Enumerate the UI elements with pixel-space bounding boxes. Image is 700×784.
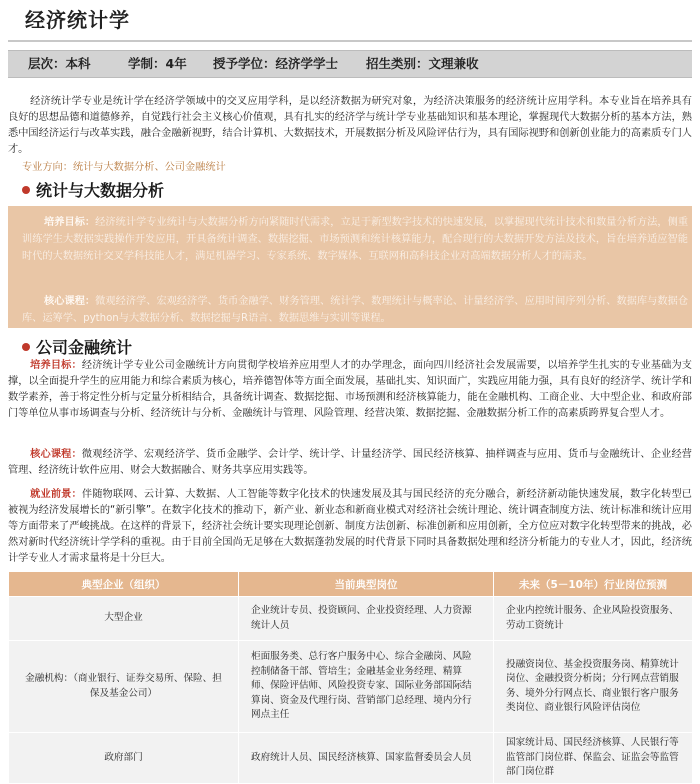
directions-label: 专业方向： — [22, 162, 73, 173]
section2-goal-text: 经济统计学专业公司金融统计方向贯彻学校培养应用型人才的办学理念，面向四川经济社会发展需要，以培养学生扎实的专业基础为支撑，以全面提升学生的应用能力和综合素质为核心，培养德智体等方面全面发展，基础扎实、知识面广，实践应用能力强，具有良好的经济学、统计学和数学素养，善于将定性分析与定量分析相结合，具备统计调查、数据挖掘、市场预测和经济核算能力，能在金融机构、工商企业、大中型企业、和政府部门等单位从事市场调查与分析、经济统计与分析、金融统计与管理、风险管理、经营决策、数据挖掘、金融数据分析工作的高素质跨界复合型人才。 — [8, 360, 692, 419]
section-heading-corporate-finance — [22, 335, 132, 358]
direction-item: 公司金融统计 — [164, 162, 226, 173]
section-heading-text: 统计与大数据分析 — [36, 181, 165, 200]
title-divider — [8, 40, 692, 42]
section2-prospect — [8, 487, 692, 567]
section2-goal-label: 培养目标： — [30, 360, 82, 371]
bullet-dot-icon — [22, 186, 30, 194]
info-bar — [8, 50, 692, 78]
table-header-future: 未来（5－10年）行业岗位预测 — [494, 572, 693, 597]
info-degree: 授予学位：经济学学士 — [213, 56, 339, 71]
section2-courses-text: 微观经济学、宏观经济学、货币金融学、会计学、统计学、计量经济学、国民经济核算、抽样调查与应用、货币与金融统计、企业经营管理、经济统计软件应用、财会大数据融合、财务共享应用实践等。 — [8, 449, 692, 476]
intro-paragraph — [8, 94, 692, 158]
page-title: 经济统计学 — [25, 8, 130, 32]
table-cell-future: 企业内控统计服务、企业风险投资服务、劳动工资统计 — [494, 597, 693, 641]
directions-line — [22, 158, 226, 173]
section2-prospect-text: 伴随物联网、云计算、大数据、人工智能等数字化技术的快速发展及其与国民经济的充分融合，新经济新动能快速发展，数字化转型已被视为经济发展增长的“新引擎”。在数字化技术的推动下，新产业、新业态和新商业模式对经济社会统计理论、统计调查制度方法、统计标准和统计应用等方面带来了严峻挑战。在这样的背景下，经济社会统计要实现理论创新、制度方法创新、标准创新和应用创新，全方位应对数字化转型带来的挑战，必然对新时代经济统计学学科的重视。由于目前全国尚无足够在大数据蓬勃发展的时代背景下同时具备数据处理和经济分析能力的专业人才，因此，经济统计学专业人才需求量将是十分巨大。 — [8, 489, 692, 564]
section1-goal — [22, 214, 688, 265]
table-header-row — [9, 572, 693, 597]
table-header-current: 当前典型岗位 — [239, 572, 494, 597]
section2-courses — [8, 447, 692, 479]
table-cell-current: 企业统计专员、投资顾问、企业投资经理、人力资源统计人员 — [239, 597, 494, 641]
table-header-org: 典型企业（组织） — [9, 572, 239, 597]
section1-courses-label: 核心课程： — [44, 296, 96, 307]
table-cell-future: 投融资岗位、基金投资服务岗、精算统计岗位、金融投资分析岗；分行网点营销服务、境外分行网点长、商业银行客户服务类岗位、商业银行风险评估岗位 — [494, 641, 693, 733]
section1-goal-label: 培养目标： — [44, 217, 96, 228]
table-row — [9, 597, 693, 641]
info-level: 层次：本科 — [28, 56, 91, 71]
bullet-dot-icon — [22, 343, 30, 351]
table-cell-org: 大型企业 — [9, 597, 239, 641]
table-cell-org: 政府部门 — [9, 733, 239, 784]
section1-courses — [22, 293, 688, 327]
section2-prospect-label: 就业前景： — [30, 489, 82, 500]
section1-highlight-band — [8, 206, 692, 328]
table-row — [9, 733, 693, 784]
table-cell-future: 国家统计局、国民经济核算、人民银行等监管部门岗位群、保监会、证监会等监管部门岗位群 — [494, 733, 693, 784]
section1-goal-text: 经济统计学专业统计与大数据分析方向紧随时代需求，立足于新型数字技术的快速发展，以掌握现代统计技术和数量分析方法，侧重训练学生大数据实践操作开发应用，开具备统计调查、数据挖掘、市场预测和统计核算能力，配合现行的大数据开发方法及技术，旨在培养适应智能时代的大数据统计交叉学科技能人才，满足机器学习、专家系统、数字媒体、互联网和高科技企业对高端数据分析人才的需求。 — [22, 217, 689, 262]
direction-item: 统计与大数据分析 — [72, 162, 155, 173]
section2-courses-label: 核心课程： — [30, 449, 82, 460]
table-row — [9, 641, 693, 733]
intro-text: 经济统计学专业是统计学在经济学领域中的交叉应用学科，是以经济数据为研究对象，为经济决策服务的经济统计应用学科。本专业旨在培养具有良好的思想品德和道德修养，自觉践行社会主义核心价值观，具有扎实的经济学与统计学专业基础知识和基本理论，掌握现代大数据分析的基本方法，熟悉中国经济运行与改革实践，融合金融新视野，结合计算机、大数据技术，开展数据分析及风险评估行为，具有国际视野和创新创业能力的高素质专门人才。 — [8, 96, 692, 155]
table-cell-org: 金融机构：（商业银行、证券交易所、保险、担保及基金公司） — [9, 641, 239, 733]
info-category: 招生类别：文理兼收 — [366, 56, 479, 71]
section-heading-text: 公司金融统计 — [36, 338, 133, 357]
section-heading-big-data — [22, 178, 164, 201]
table-cell-current: 柜面服务类、总行客户服务中心、综合金融岗、风险控制储备干部、管培生；金融基金业务经理、精算师、保险评估师、风险投资专家、国际业务部国际结算岗、资金及代理行岗、营销部门总经理、境内分行网点主任 — [239, 641, 494, 733]
table-cell-current: 政府统计人员、国民经济核算、国家监督委员会人员 — [239, 733, 494, 784]
section2-goal — [8, 358, 692, 422]
info-duration: 学制：4年 — [128, 56, 187, 71]
career-table — [8, 571, 693, 784]
section1-courses-text: 微观经济学、宏观经济学、货币金融学、财务管理、统计学、数理统计与概率论、计量经济学、应用时间序列分析、数据库与数据仓库、运筹学、python与大数据分析、数据挖掘与R语言、数据思维与实训等课程。 — [22, 296, 689, 324]
directions-separator: 、 — [154, 162, 165, 173]
